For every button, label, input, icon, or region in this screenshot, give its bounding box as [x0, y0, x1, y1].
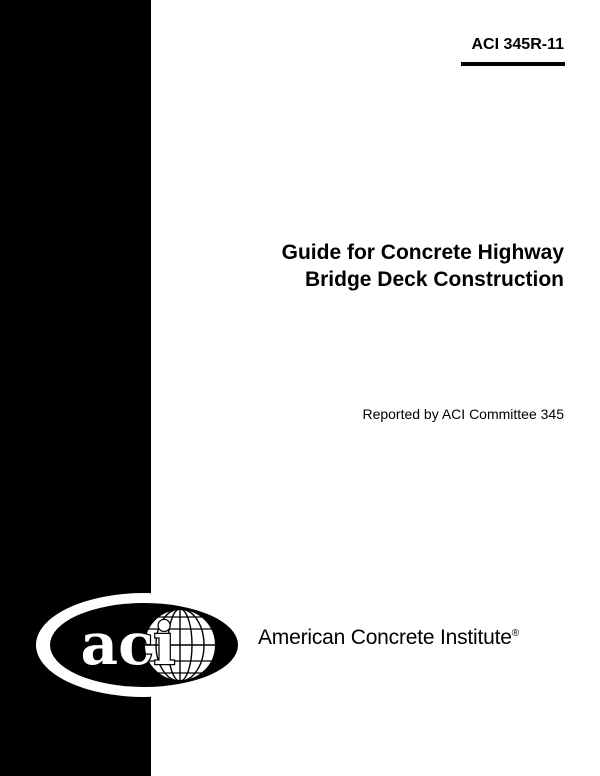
aci-logo: [32, 590, 252, 700]
logo-lettering: aci: [80, 610, 176, 678]
title-line-1: Guide for Concrete Highway: [281, 241, 564, 264]
reported-by: Reported by ACI Committee 345: [362, 406, 564, 422]
title-line-2: Bridge Deck Construction: [304, 268, 564, 291]
document-number-rule: [461, 62, 565, 66]
publisher-name: [258, 626, 519, 650]
document-title: [204, 239, 564, 293]
registered-mark: ®: [511, 628, 519, 639]
document-number: ACI 345R-11: [471, 36, 564, 53]
publisher-name-text: American Concrete Institute: [258, 626, 512, 649]
